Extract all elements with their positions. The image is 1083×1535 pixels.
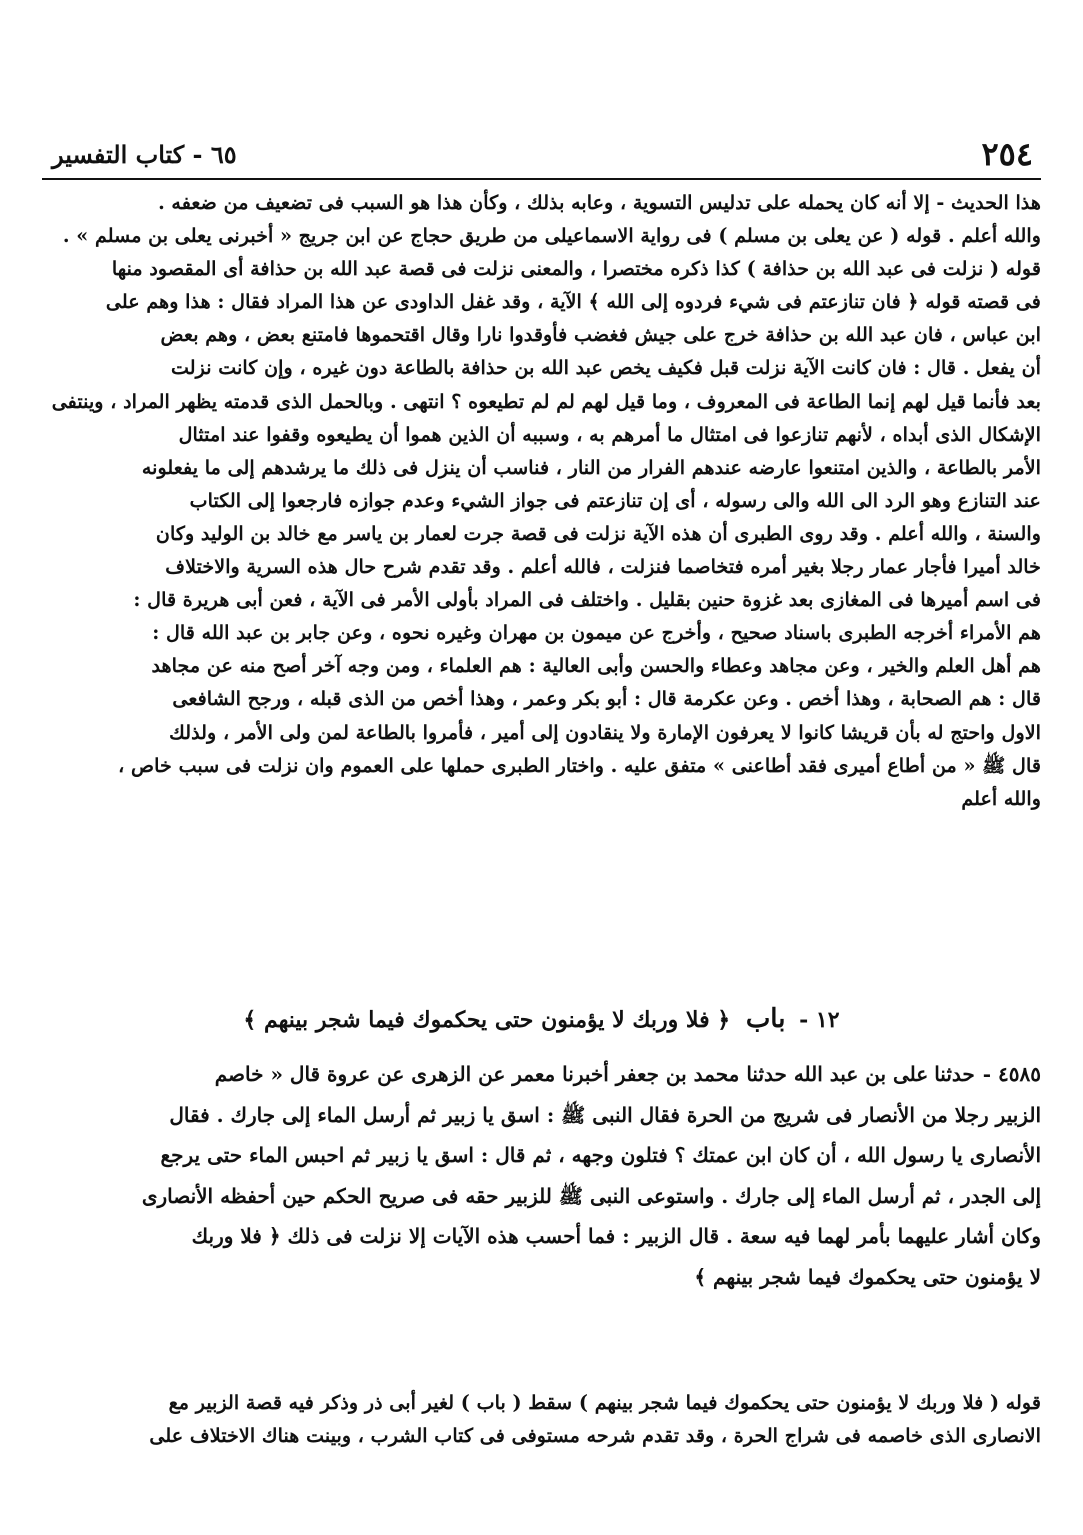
commentary-line: قال : هم الصحابة ، وهذا أخص . وعن عكرمة قال : أبو بكر وعمر ، وهذا أخص من الذى قبله ، ورجح الشافعى <box>172 687 1041 711</box>
commentary-block <box>42 186 1041 815</box>
commentary-line: فى اسم أميرها فى المغازى بعد غزوة حنين بقليل . واختلف فى المراد بأولى الأمر فى الآية ، فعن أبى هريرة قال : <box>133 588 1041 612</box>
commentary-line: فى قصته قوله ﴿ فان تنازعتم فى شيء فردوه إلى الله ﴾ الآية ، وقد غفل الداودى عن هذا المراد فقال : هذا وهم على <box>105 290 1041 314</box>
hadith-text: على بن عبد الله حدثنا محمد بن جعفر أخبرنا معمر عن الزهرى عن عروة قال « خاصم <box>214 1062 929 1086</box>
hadith-line <box>42 1054 1041 1095</box>
page-number: ٢٥٤ <box>981 135 1033 173</box>
commentary-line: أن يفعل . قال : فان كانت الآية نزلت قبل فكيف يخص عبد الله بن حذافة بالطاعة دون غيره ، وإن كانت نزلت <box>170 356 1041 380</box>
chapter-heading <box>42 998 1041 1040</box>
chapter-number: ١٢ - <box>799 1007 840 1033</box>
hadith-number: ٤٥٨٥ - <box>982 1062 1041 1086</box>
hadith-block <box>42 1054 1041 1297</box>
commentary-line: والله أعلم . قوله ( عن يعلى بن مسلم ) فى رواية الاسماعيلى من طريق حجاج عن ابن جريج « أخبرنى يعلى بن مسلم » . <box>62 224 1041 248</box>
header-rule <box>42 178 1041 180</box>
hadith-line: الزبير رجلا من الأنصار فى شريج من الحرة فقال النبى ﷺ : اسق يا زبير ثم أرسل الماء إلى جارك . فقال <box>169 1102 1041 1127</box>
commentary-line: بعد فأنما قيل لهم إنما الطاعة فى المعروف ، وما قيل لهم لم لم تطيعوه ؟ انتهى . وبالحمل الذى قدمته يظهر المراد ، وينتفى <box>51 389 1041 413</box>
commentary-line: عند التنازع وهو الرد الى الله والى رسوله ، أى إن تنازعتم فى جواز الشيء وعدم جوازه فارجعوا إلى الكتاب <box>189 488 1041 512</box>
commentary-line: هذا الحديث - إلا أنه كان يحمله على تدليس التسوية ، وعابه بذلك ، وكأن هذا هو السبب فى تضعيف من ضعفه . <box>158 191 1041 214</box>
final-commentary-line: قوله ( فلا وربك لا يؤمنون حتى يحكموك فيما شجر بينهم ) سقط ( باب ) لغير أبى ذر وذكر فيه قصة الزبير مع <box>168 1391 1041 1414</box>
hadith-keyword: حدثنا <box>934 1062 975 1086</box>
commentary-line: خالد أميرا فأجار عمار رجلا بغير أمره فتخاصما فنزلت ، فالله أعلم . وقد تقدم شرح حال هذه السرية والاختلاف <box>165 555 1041 579</box>
commentary-line: هم الأمراء أخرجه الطبرى باسناد صحيح ، وأخرج عن ميمون بن مهران وغيره نحوه ، وعن جابر بن عبد الله قال : <box>152 621 1041 645</box>
commentary-line: الاول واحتج له بأن قريشا كانوا لا يعرفون الإمارة ولا ينقادون إلى أمير ، فأمروا بالطاعة لمن ولى الأمر ، ولذلك <box>169 720 1041 744</box>
final-commentary-block <box>42 1386 1041 1452</box>
commentary-line: هم أهل العلم والخير ، وعن مجاهد وعطاء والحسن وأبى العالية : هم العلماء ، ومن وجه آخر أصح منه عن مجاهد <box>151 654 1041 678</box>
final-commentary-line: الانصارى الذى خاصمه فى شراج الحرة ، وقد تقدم شرحه مستوفى فى كتاب الشرب ، وبينت هناك الاختلاف على <box>149 1424 1041 1447</box>
commentary-line: قال ﷺ « من أطاع أميرى فقد أطاعنى » متفق عليه . واختار الطبرى حملها على العموم وان نزلت فى سبب خاص ، <box>118 753 1041 777</box>
commentary-line: والسنة ، والله أعلم . وقد روى الطبرى أن هذه الآية نزلت فى قصة جرت لعمار بن ياسر مع خالد بن الوليد وكان <box>155 521 1041 545</box>
hadith-line: الأنصارى يا رسول الله ، أن كان ابن عمتك ؟ فتلون وجهه ، ثم قال : اسق يا زبير ثم احبس الماء حتى يرجع <box>160 1143 1041 1167</box>
commentary-line: والله أعلم <box>961 786 1041 810</box>
commentary-line: الإشكال الذى أبداه ، لأنهم تنازعوا فى امتثال ما أمرهم به ، وسببه أن الذين هموا أن يطيعوه وقفوا عند امتثال <box>178 422 1041 446</box>
hadith-line: إلى الجدر ، ثم أرسل الماء إلى جارك . واستوعى النبى ﷺ للزبير حقه فى صريح الحكم حين أحفظه الأنصارى <box>141 1183 1041 1208</box>
hadith-line: لا يؤمنون حتى يحكموك فيما شجر بينهم ﴾ <box>694 1264 1041 1289</box>
commentary-line: ابن عباس ، فان عبد الله بن حذافة خرج على جيش فغضب فأوقدوا نارا وقال اقتحموها فامتنع بعض ، وهم بعض <box>160 323 1041 347</box>
hadith-line: وكان أشار عليهما بأمر لهما فيه سعة . قال الزبير : فما أحسب هذه الآيات إلا نزلت فى ذلك ﴿ فلا وربك <box>191 1224 1041 1248</box>
commentary-line: الأمر بالطاعة ، والذين امتنعوا عارضه عندهم الفرار من النار ، فناسب أن ينزل فى ذلك ما يرشدهم إلى ما يفعلونه <box>141 455 1041 479</box>
commentary-line: قوله ( نزلت فى عبد الله بن حذافة ) كذا ذكره مختصرا ، والمعنى نزلت فى قصة عبد الله بن حذافة أى المقصود منها <box>111 257 1041 281</box>
chapter-title: ﴿ فلا وربك لا يؤمنون حتى يحكموك فيما شجر بينهم ﴾ <box>243 1007 731 1033</box>
chapter-label: باب <box>745 1004 786 1034</box>
page-header <box>42 132 1041 176</box>
book-title: ٦٥ - كتاب التفسير <box>52 139 237 169</box>
